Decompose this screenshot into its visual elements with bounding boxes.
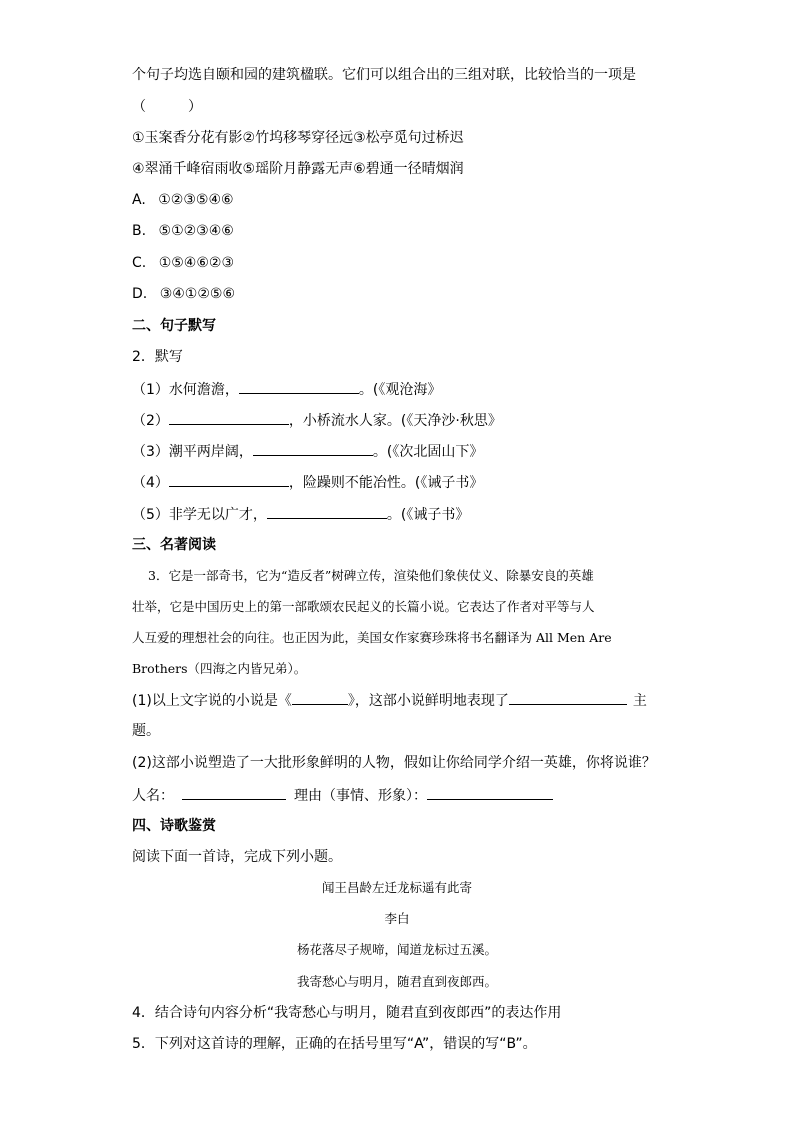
option-label: D. [132, 286, 148, 302]
poem-author: 李白 [384, 911, 410, 926]
section4-intro: 阅读下面一首诗，完成下列小题。 [132, 849, 342, 865]
q1-stem: 个句子均选自颐和园的建筑楹联。它们可以组合出的三组对联，比较恰当的一项是 [132, 67, 636, 83]
q4-text: 4．结合诗句内容分析“我寄愁心与明月，随君直到夜郎西”的表达作用 [132, 1005, 562, 1021]
item-suffix: ，小桥流水人家。(《天净沙·秋思》 [288, 413, 502, 429]
answer-blank[interactable] [169, 472, 289, 487]
option-label: A. [132, 192, 146, 208]
q1-option-a [132, 190, 234, 210]
q3-passage-line4: Brothers（四海之内皆兄弟）。 [132, 661, 307, 676]
q3-passage-line1: 3．它是一部奇书，它为“造反者”树碑立传，渲染他们象侠仗义、除暴安良的英雄 [148, 568, 594, 583]
item-suffix: 。(《诫子书》 [386, 507, 470, 523]
q3-sub2: (2)这部小说塑造了一大批形象鲜明的人物，假如让你给同学介绍一英雄，你将说谁？ [132, 755, 656, 771]
q1-items-line1: ①玉案香分花有影②竹坞移琴穿径远③松亭觅句过桥迟 [132, 130, 464, 146]
q2-item-2 [132, 410, 502, 431]
q3-sub1 [132, 690, 647, 711]
item-prefix: （1）水何澹澹， [132, 382, 239, 398]
item-prefix: （3）潮平两岸阔， [132, 444, 253, 460]
name-label: 人名： [132, 788, 174, 804]
q1-answer-paren: （ ） [132, 99, 202, 115]
q1-option-c [132, 253, 234, 273]
q3-name-reason-line [132, 785, 553, 806]
sub1-prefix: (1)以上文字说的小说是《 [132, 693, 292, 709]
item-suffix: 。(《观沧海》 [358, 382, 442, 398]
answer-blank[interactable] [267, 504, 387, 519]
section2-heading: 二、句子默写 [132, 318, 216, 334]
option-text: ①②③⑤④⑥ [158, 192, 234, 208]
item-prefix: （4） [132, 475, 169, 491]
poem-line-2: 我寄愁心与明月，随君直到夜郎西。 [296, 974, 497, 989]
option-label: B. [132, 223, 147, 239]
book-title-blank[interactable] [292, 690, 348, 705]
option-text: ⑤①②③④⑥ [158, 223, 234, 239]
answer-blank[interactable] [253, 441, 373, 456]
q2-item-1 [132, 379, 441, 400]
option-text: ①⑤④⑥②③ [158, 255, 234, 271]
option-text: ③④①②⑤⑥ [159, 286, 235, 302]
item-suffix: 。(《次北固山下》 [372, 444, 484, 460]
q1-items-line2: ④翠涌千峰宿雨收⑤瑶阶月静露无声⑥碧通一径晴烟润 [132, 161, 464, 177]
theme-blank[interactable] [509, 690, 627, 705]
q3-passage-line2: 壮举，它是中国历史上的第一部歌颂农民起义的长篇小说。它表达了作者对平等与人 [132, 599, 595, 614]
q2-title: 2．默写 [132, 349, 183, 365]
sub1-middle: 》，这部小说鲜明地表现了 [347, 693, 509, 709]
q1-option-d [132, 284, 235, 304]
item-prefix: （5）非学无以广才， [132, 507, 267, 523]
item-prefix: （2） [132, 413, 169, 429]
section4-heading: 四、诗歌鉴赏 [132, 818, 216, 834]
q3-sub1-continued: 题。 [132, 723, 160, 739]
section3-heading: 三、名著阅读 [132, 537, 216, 553]
q3-passage-line3: 人互爱的理想社会的向往。也正因为此，美国女作家赛珍珠将书名翻译为 All Men Are [132, 630, 612, 645]
answer-blank[interactable] [239, 379, 359, 394]
poem-line-1: 杨花落尽子规啼，闻道龙标过五溪。 [296, 942, 497, 957]
name-blank[interactable] [182, 785, 286, 800]
poem-title: 闻王昌龄左迁龙标遥有此寄 [321, 880, 472, 895]
q1-option-b [132, 221, 234, 241]
q5-text: 5．下列对这首诗的理解，正确的在括号里写“A”，错误的写“B”。 [132, 1036, 537, 1052]
option-label: C. [132, 255, 147, 271]
q2-item-3 [132, 441, 483, 462]
answer-blank[interactable] [169, 410, 289, 425]
sub1-suffix: 主 [632, 693, 647, 709]
reason-blank[interactable] [427, 785, 553, 800]
reason-label: 理由（事情、形象）： [294, 788, 427, 804]
q2-item-4 [132, 472, 483, 493]
item-suffix: ，险躁则不能冶性。(《诫子书》 [288, 475, 484, 491]
q2-item-5 [132, 504, 469, 525]
